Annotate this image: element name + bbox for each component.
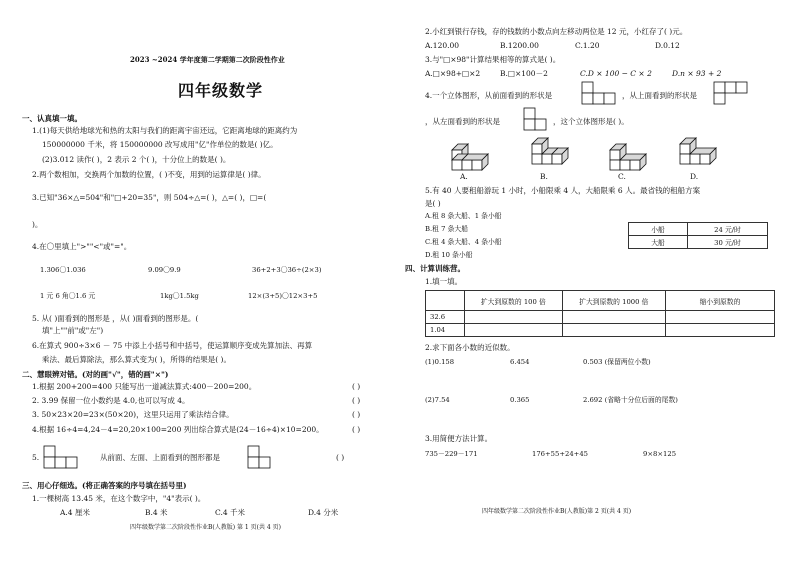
judge-2: 2. 3.99 保留一位小数约是 4.0,也可以写成 4。 bbox=[32, 396, 190, 405]
table-cell: 小船 bbox=[629, 223, 688, 236]
choice-option[interactable]: A.120.00 bbox=[425, 41, 460, 50]
choice-4d: ，这个立体图形是( )。 bbox=[553, 117, 629, 126]
solid-shape-d bbox=[676, 136, 728, 174]
choice-option[interactable]: D.n × 93 + 2 bbox=[672, 69, 722, 78]
answer-paren[interactable]: ( ) bbox=[352, 396, 361, 405]
cube-shape-figure bbox=[42, 444, 104, 470]
choice-5: 5.有 40 人要租船游玩 1 小时，小船限乘 4 人，大船限乘 6 人。最省钱的租船方案 bbox=[425, 186, 701, 195]
answer-cell[interactable] bbox=[666, 324, 775, 337]
boat-price-table bbox=[628, 222, 768, 249]
solid-shape-b bbox=[528, 136, 580, 174]
table-cell: 24 元/时 bbox=[688, 223, 768, 236]
compare-item: 9.09〇9.9 bbox=[148, 266, 181, 274]
view-shape-icon bbox=[246, 444, 276, 470]
choice-4b: ，从上面看到的形状是 bbox=[622, 91, 697, 100]
approx-item: (2)7.54 bbox=[425, 396, 450, 404]
answer-cell[interactable] bbox=[562, 324, 665, 337]
approx-instruction: 2.求下面各小数的近似数。 bbox=[425, 343, 515, 352]
choice-option[interactable]: A.租 8 条大船、1 条小船 bbox=[425, 212, 502, 220]
calc-item: 9×8×125 bbox=[643, 450, 677, 458]
front-view-icon bbox=[580, 80, 618, 106]
question-1b: 150000000 千米，将 150000000 改写成用"亿"作单位的数是( )亿。 bbox=[42, 140, 278, 149]
table-header: 扩大到原数的 1000 倍 bbox=[562, 291, 665, 311]
question-5a: 5. 从( )面看到的图形是 ，从( )面看到的图形是。( bbox=[32, 314, 199, 323]
approx-item: 6.454 bbox=[510, 358, 530, 366]
question-3b: )。 bbox=[32, 220, 43, 229]
calc-instruction: 3.用简便方法计算。 bbox=[425, 434, 493, 443]
question-6a: 6.在算式 900÷3×6 － 75 中添上小括号和中括号，使运算顺序变成先算加法、再算 bbox=[32, 341, 313, 350]
answer-paren[interactable]: ( ) bbox=[352, 410, 361, 419]
compare-item: 36+2+3〇36÷(2×3) bbox=[252, 266, 322, 274]
compare-item: 12×(3+5)〇12×3+5 bbox=[248, 292, 318, 300]
page-title: 四年级数学 bbox=[178, 81, 264, 100]
left-view-icon bbox=[522, 106, 550, 132]
shape-label[interactable]: A. bbox=[460, 172, 468, 181]
answer-cell[interactable] bbox=[465, 311, 563, 324]
table-header: 缩小到原数的 bbox=[666, 291, 775, 311]
section-2-heading: 二、慧眼辨对错。(对的画"√"，错的画"×") bbox=[22, 370, 169, 379]
answer-paren[interactable]: ( ) bbox=[352, 425, 361, 434]
table-cell: 1.04 bbox=[426, 324, 465, 337]
table-cell: 大船 bbox=[629, 236, 688, 249]
answer-cell[interactable] bbox=[562, 311, 665, 324]
page-footer-left: 四年级数学第二次阶段性作业B(人教版) 第 1 页(共 4 页) bbox=[130, 524, 281, 531]
choice-option[interactable]: B.4 米 bbox=[145, 508, 168, 517]
question-1c: (2)3.012 读作( )，2 表示 2 个( )，十分位上的数是( )。 bbox=[42, 155, 231, 164]
table-row bbox=[426, 324, 775, 337]
compare-item: 1.306〇1.036 bbox=[40, 266, 86, 274]
choice-1: 1.一棵树高 13.45 米，在这个数字中，"4"表示( )。 bbox=[32, 494, 206, 503]
judge-3: 3. 50×23×20=23×(50×20)，这里只运用了乘法结合律。 bbox=[32, 410, 234, 419]
choice-option[interactable]: C.1.20 bbox=[575, 41, 600, 50]
choice-4a: 4.一个立体图形，从前面看到的形状是 bbox=[425, 91, 553, 100]
page-footer-right: 四年级数学第二次阶段性作业B(人教版)第 2 页(共 4 页) bbox=[482, 508, 632, 515]
choice-option[interactable]: B.□×100－2 bbox=[500, 69, 548, 78]
answer-paren[interactable]: ( ) bbox=[336, 453, 345, 462]
approx-item: 0.503 (保留两位小数) bbox=[583, 358, 651, 366]
question-2: 2.两个数相加，交换两个加数的位置，( )不变，用到的运算律是( )律。 bbox=[32, 170, 266, 179]
table-row bbox=[629, 223, 768, 236]
fill-table bbox=[425, 290, 775, 337]
table-header: 扩大到原数的 100 倍 bbox=[465, 291, 563, 311]
question-5b: 填"上""前"或"左") bbox=[42, 326, 104, 335]
choice-option[interactable]: B.租 7 条大船 bbox=[425, 225, 468, 233]
judge-5-number: 5. bbox=[32, 453, 40, 462]
shape-label[interactable]: C. bbox=[618, 172, 626, 181]
answer-cell[interactable] bbox=[666, 311, 775, 324]
approx-item: 2.692 (省略十分位后面的尾数) bbox=[583, 396, 678, 404]
choice-option[interactable]: A.4 厘米 bbox=[60, 508, 90, 517]
section-3-heading: 三、用心仔细选。(将正确答案的序号填在括号里) bbox=[22, 481, 187, 490]
compare-item: 1kg〇1.5kg bbox=[160, 292, 199, 300]
choice-3: 3.与"□×98"计算结果相等的算式是( )。 bbox=[425, 55, 561, 64]
top-view-icon bbox=[712, 80, 750, 106]
page-header: 2023 ~2024 学年度第二学期第二次阶段性作业 bbox=[130, 55, 285, 64]
shape-label[interactable]: B. bbox=[540, 172, 548, 181]
choice-option[interactable]: B.1200.00 bbox=[500, 41, 539, 50]
choice-4c: ，从左面看到的形状是 bbox=[425, 117, 500, 126]
compare-item: 1 元 6 角〇1.6 元 bbox=[40, 292, 96, 300]
section-1-heading: 一、认真填一填。 bbox=[22, 114, 82, 123]
calc-item: 176+55+24+45 bbox=[532, 450, 589, 458]
approx-item: 0.365 bbox=[510, 396, 530, 404]
shape-label[interactable]: D. bbox=[690, 172, 699, 181]
judge-4: 4.根据 16÷4=4,24－4=20,20×100=200 列出综合算式是(24－16÷4)×10=200。 bbox=[32, 425, 324, 434]
choice-option[interactable]: A.□×98+□×2 bbox=[425, 69, 481, 78]
table-row bbox=[629, 236, 768, 249]
choice-option[interactable]: C.4 千米 bbox=[215, 508, 246, 517]
choice-option[interactable]: D.0.12 bbox=[655, 41, 680, 50]
table-header bbox=[426, 291, 465, 311]
table-row bbox=[426, 291, 775, 311]
answer-cell[interactable] bbox=[465, 324, 563, 337]
approx-item: (1)0.158 bbox=[425, 358, 455, 366]
answer-paren[interactable]: ( ) bbox=[352, 382, 361, 391]
table-cell: 30 元/时 bbox=[688, 236, 768, 249]
table-row bbox=[426, 311, 775, 324]
choice-2: 2.小红到银行存钱，存的钱数的小数点向左移动两位是 12 元，小红存了( )元。 bbox=[425, 27, 688, 36]
choice-5b: 是( ) bbox=[425, 199, 441, 208]
calc-item: 735－229－171 bbox=[425, 450, 478, 458]
question-1a: 1.(1)每天供给地球光和热的太阳与我们的距离宇宙还远，它距离地球的距离约为 bbox=[32, 126, 298, 135]
table-cell: 32.6 bbox=[426, 311, 465, 324]
choice-option[interactable]: D.4 分米 bbox=[308, 508, 339, 517]
question-3a: 3.已知"36×△=504"和"□+20=35"，则 504÷△=( )，△=( )，□=( bbox=[32, 193, 267, 202]
choice-option[interactable]: C.租 4 条大船、4 条小船 bbox=[425, 238, 502, 246]
fill-instruction: 1.填一填。 bbox=[425, 277, 463, 286]
choice-option[interactable]: C.D × 100 − C × 2 bbox=[580, 69, 652, 78]
solid-shape-a bbox=[448, 136, 500, 174]
choice-option[interactable]: D.租 10 条小船 bbox=[425, 251, 473, 259]
question-6b: 乘法、最后算除法，那么算式变为( )，所得的结果是( )。 bbox=[42, 355, 231, 364]
section-4-heading: 四、计算训练营。 bbox=[405, 264, 465, 273]
solid-shape-c bbox=[606, 136, 658, 174]
question-4: 4.在〇里填上">""<"或"="。 bbox=[32, 242, 132, 251]
judge-1: 1.根据 200+200=400 只能写出一道减法算式:400－200=200。 bbox=[32, 382, 257, 391]
judge-5: 从前面、左面、上面看到的图形都是 bbox=[100, 453, 220, 462]
